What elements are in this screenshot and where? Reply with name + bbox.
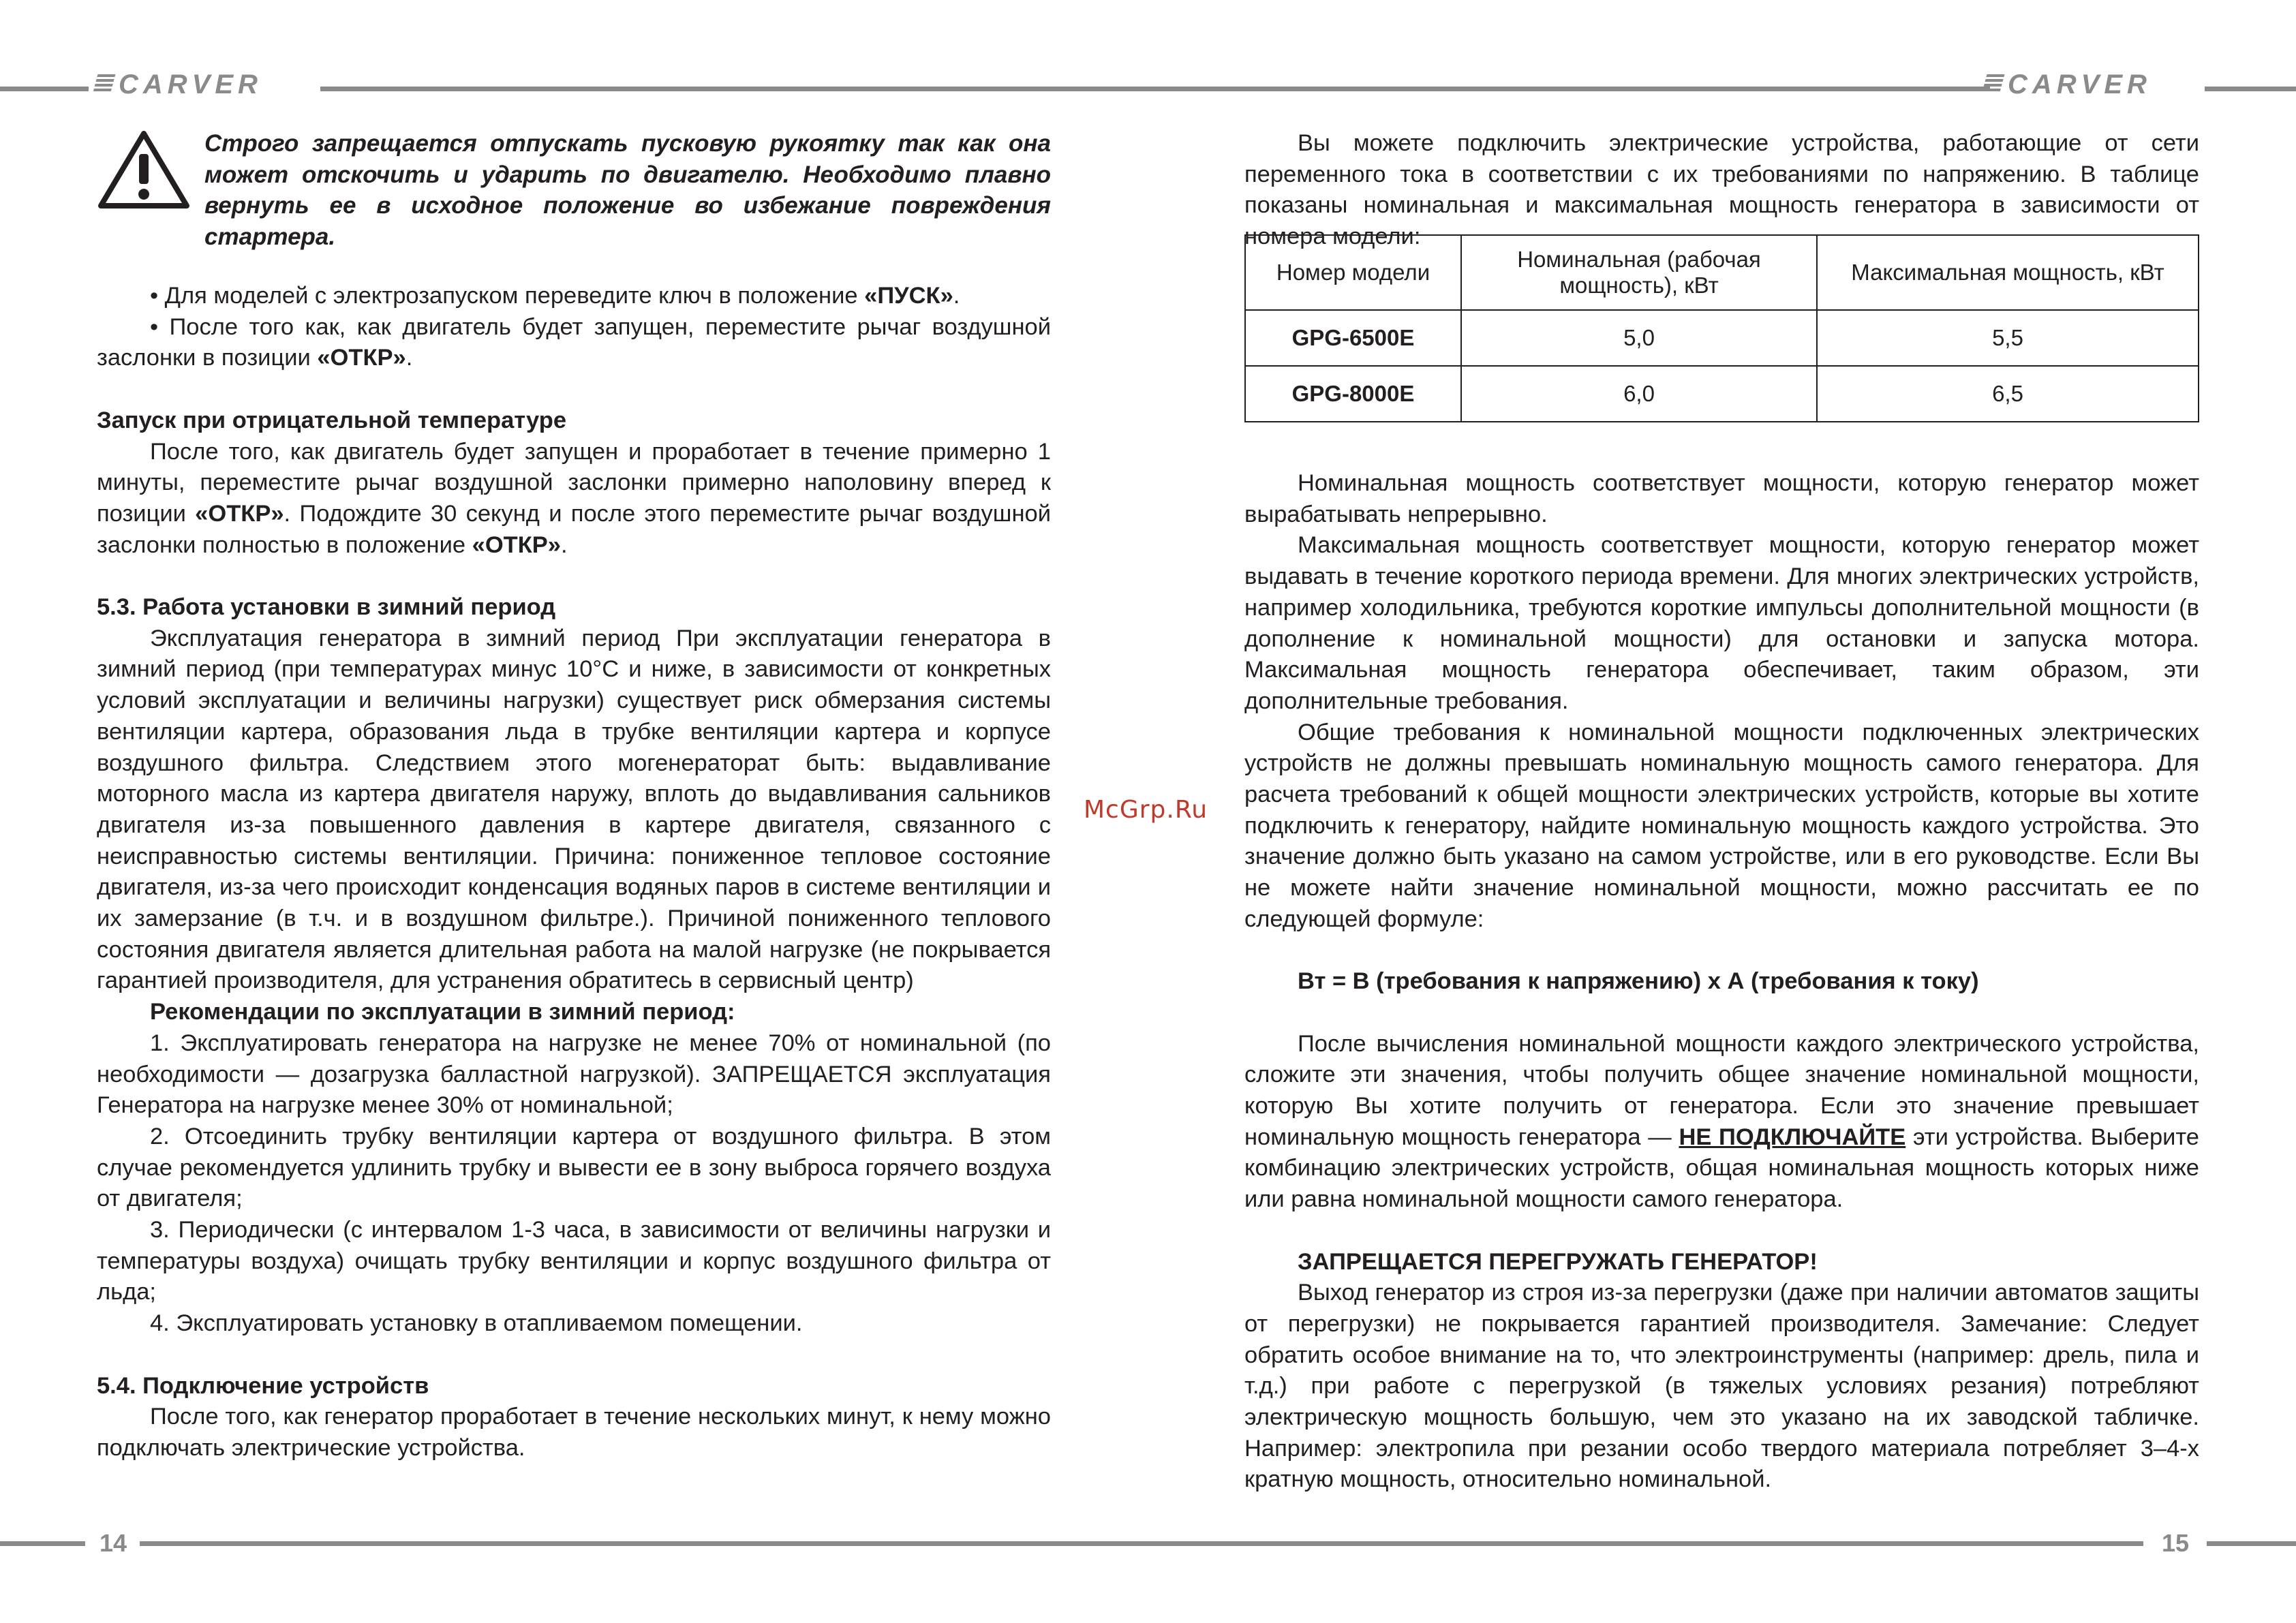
max-power-text: Максимальная мощность соответствует мощности, которую генератор может выдавать в течение короткого периода времени. Для многих электрических устройств, например холодильника, требуются короткие импульсы дополнительной мощности (в дополнение к номинальной мощности) для остановки и запуска мотора. Максимальная мощность генератора обеспечивает, таким образом, эти дополнительные требования. xyxy=(1244,532,2199,714)
power-table xyxy=(1244,234,2199,422)
table-cell-model: GPG-8000E xyxy=(1245,366,1461,422)
footer-rule-left xyxy=(0,1541,85,1546)
table-cell-max: 6,5 xyxy=(1817,366,2199,422)
footer-rule-middle xyxy=(140,1541,2143,1546)
footer-rule-right xyxy=(2207,1541,2296,1546)
recommendation-item: 2. Отсоединить трубку вентиляции картера от воздушного фильтра. В этом случае рекомендуется удлинить трубку и вывести ее в зону выброса горячего воздуха от двигателя; xyxy=(97,1123,1051,1212)
warning-icon xyxy=(97,128,191,213)
recommendations-heading: Рекомендации по эксплуатации в зимний период: xyxy=(150,999,735,1025)
brand-logo-right xyxy=(1985,71,2152,98)
header-rule-left xyxy=(0,87,89,91)
recommendation-item: 1. Эксплуатировать генератора на нагрузке не менее 70% от номинальной (по необходимости — дозагрузка балластной нагрузкой). ЗАПРЕЩАЕТСЯ эксплуатация Генератора на нагрузке менее 30% от номинальной; xyxy=(97,1030,1051,1119)
table-cell-max: 5,5 xyxy=(1817,310,2199,366)
table-cell-model: GPG-6500E xyxy=(1245,310,1461,366)
recommendation-item: 3. Периодически (с интервалом 1-3 часа, в зависимости от величины нагрузки и температуры воздуха) очищать трубку вентиляции и корпус воздушного фильтра от льда; xyxy=(97,1217,1051,1305)
connect-text: После того, как генератор проработает в течение нескольких минут, к нему можно подключать электрические устройства. xyxy=(97,1404,1051,1461)
total-power-text: После вычисления номинальной мощности каждого электрического устройства, сложите эти значения, чтобы получить общее значение номинальной мощности, которую Вы хотите получить от генератора. Если это значение превышает номинальную мощность генератора — НЕ ПОДКЛЮЧАЙТЕ эти устройства. Выберите комбинацию электрических устройств, общая номинальная мощность которых ниже или равна номинальной мощности самого генератора. xyxy=(1244,1030,2199,1213)
brand-mark-icon xyxy=(93,74,116,92)
cold-start-heading: Запуск при отрицательной температуре xyxy=(97,407,567,433)
table-cell-nominal: 6,0 xyxy=(1461,366,1817,422)
winter-text: Эксплуатация генератора в зимний период При эксплуатации генератора в зимний период (при температурах минус 10°C и ниже, в зависимости от конкретных условий эксплуатации и величины нагрузки) существует риск обмерзания системы вентиляции картера, образования льда в трубке вентиляции картера и корпусе воздушного фильтра. Следствием этого могенераторат быть: выдавливание моторного масла из картера двигателя наружу, вплоть до выдавливания сальников двигателя из-за повышенного давления в картере двигателя, связанного с неисправностью системы вентиляции. Причина: пониженное тепловое состояние двигателя, из-за чего происходит конденсация водяных паров в системе вентиляции и их замерзание (в т.ч. и в воздушном фильтре.). Причиной пониженного теплового состояния двигателя является длительная работа на малой нагрузке (не покрывается гарантией производителя, для устранения обратитесь в сервисный центр) xyxy=(97,625,1051,994)
recommendation-item: 4. Эксплуатировать установку в отапливаемом помещении. xyxy=(150,1310,803,1337)
formula: Вт = В (требования к напряжению) х А (требования к току) xyxy=(1298,968,1979,995)
header-rule-middle xyxy=(320,87,1990,91)
bullet-electric-start: • Для моделей с электрозапуском переведите ключ в положение «ПУСК». xyxy=(150,283,960,309)
brand-text-left: CARVER xyxy=(119,69,262,99)
nominal-power-text: Номинальная мощность соответствует мощности, которую генератор может вырабатывать непрерывно. xyxy=(1244,470,2199,527)
brand-mark-icon xyxy=(1983,74,2005,92)
connect-heading: 5.4. Подключение устройств xyxy=(97,1372,429,1399)
overload-heading: ЗАПРЕЩАЕТСЯ ПЕРЕГРУЖАТЬ ГЕНЕРАТОР! xyxy=(1298,1248,1818,1275)
watermark: McGrp.Ru xyxy=(1084,796,1208,824)
table-header-cell: Номинальная (рабочая мощность), кВт xyxy=(1461,235,1817,310)
overload-text: Выход генератор из строя из-за перегрузки (даже при наличии автоматов защиты от перегрузки) не покрывается гарантией производителя. Замечание: Следует обратить особое внимание на то, что электроинструменты (например: дрель, пила и т.д.) при работе с перегрузкой (в тяжелых условиях резания) потребляют электрическую мощность большую, чем это указано на их заводской табличке. Например: электропила при резании особо твердого материала потребляет 3–4-х кратную мощность, относительно номинальной. xyxy=(1244,1280,2199,1493)
brand-text-right: CARVER xyxy=(2008,69,2152,99)
page-number-right: 15 xyxy=(2162,1529,2190,1557)
cold-start-text: После того, как двигатель будет запущен и проработает в течение примерно 1 минуты, переместите рычаг воздушной заслонки примерно наполовину вперед к позиции «ОТКР». Подождите 30 секунд и после этого переместите рычаг воздушной заслонки полностью в положение «ОТКР». xyxy=(97,438,1051,558)
header-rule-right xyxy=(2205,87,2296,91)
intro-text: Вы можете подключить электрические устройства, работающие от сети переменного тока в соответствии с их требованиями по напряжению. В таблице показаны номинальная и максимальная мощность генератора в зависимости от номера модели: xyxy=(1244,130,2199,250)
page-number-left: 14 xyxy=(100,1529,127,1557)
table-header-row xyxy=(1245,235,2199,310)
brand-logo-left xyxy=(95,71,262,98)
winter-heading: 5.3. Работа установки в зимний период xyxy=(97,594,556,620)
table-row xyxy=(1245,310,2199,366)
right-column xyxy=(1244,468,2199,1496)
table-header-cell: Максимальная мощность, кВт xyxy=(1817,235,2199,310)
left-column xyxy=(97,281,1051,1464)
table-row xyxy=(1245,366,2199,422)
table-cell-nominal: 5,0 xyxy=(1461,310,1817,366)
table-header-cell: Номер модели xyxy=(1245,235,1461,310)
warning-text: Строго запрещается отпускать пусковую рукоятку так как она может отскочить и ударить по двигателю. Необходимо плавно вернуть ее в исходное положение во избежание повреждения стартера. xyxy=(204,130,1051,251)
general-requirements-text: Общие требования к номинальной мощности подключенных электрических устройств не должны превышать номинальную мощность самого генератора. Для расчета требований к общей мощности электрических устройств, которые вы хотите подключить к генератору, найдите номинальную мощность каждого устройства. Это значение должно быть указано на самом устройстве, или в его руководстве. Если Вы не можете найти значение номинальной мощности, можно рассчитать ее по следующей формуле: xyxy=(1244,719,2199,932)
bullet-choke-open: • После того как, как двигатель будет запущен, переместите рычаг воздушной заслонки в позиции «ОТКР». xyxy=(97,313,1051,371)
